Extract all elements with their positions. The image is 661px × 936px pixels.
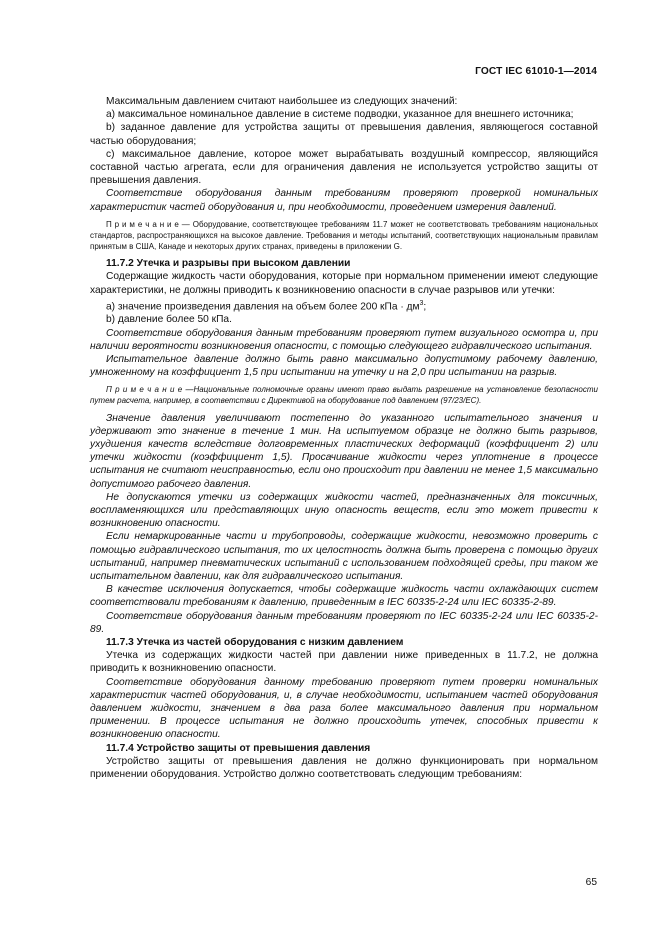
list-item	[90, 297, 598, 314]
note-label: П р и м е ч а н и е	[106, 385, 183, 395]
page-body	[90, 95, 598, 781]
note-text: — Оборудование, соответствующее требованиям 11.7 может не соответствовать требованиям национальных стандартов, распространяющихся на высокое давление. Требования и методы испытаний, соответствующих национальным правилам принятым в США, Канаде и некоторых других странах, приведены в приложении G.	[90, 219, 598, 252]
list-item-text: a) значение произведения давления на объем более 200 кПа · дм	[106, 301, 420, 313]
note-text: —Национальные полномочные органы имеют право выдать разрешение на установление безопасности путем расчета, например, в соответствии с Директивой на оборудование под давлением (97/23/ЕС).	[90, 385, 598, 406]
list-item: b) давление более 50 кПа.	[106, 314, 232, 326]
paragraph: Содержащие жидкость части оборудования, которые при нормальном применении имеют следующие характеристики, не должны приводить к возникновению опасности в случае разрывов или утечки:	[90, 271, 598, 296]
note	[90, 219, 598, 252]
paragraph: Устройство защиты от превышения давления не должно функционировать при нормальном применении оборудования. Устройство должно соответствовать следующим требованиям:	[90, 755, 598, 780]
compliance-paragraph: Соответствие оборудования данным требованиям проверяют по IEC 60335-2-24 или IEC 60335-2-89.	[90, 610, 598, 635]
document-header: ГОСТ IEC 61010-1—2014	[475, 66, 597, 77]
section-heading: 11.7.4 Устройство защиты от превышения давления	[106, 742, 371, 754]
compliance-paragraph: Соответствие оборудования данному требованию проверяют путем проверки номинальных характеристик частей оборудования, и, в случае необходимости, испытанием частей оборудования давлением жидкости, значением в два раза более максимального давления при нормальном применении. В процессе испытания не должно происходить утечек, способных привести к возникновению опасности.	[90, 676, 598, 741]
list-item: c) максимальное давление, которое может вырабатывать воздушный компрессор, являющийся составной частью агрегата, если для ограничения давления не используется устройство защиты от превышения давления.	[90, 148, 598, 187]
note-label: П р и м е ч а н и е	[106, 219, 179, 229]
page-number: 65	[585, 877, 597, 888]
superscript: 3	[419, 299, 424, 307]
paragraph: Значение давления увеличивают постепенно до указанного испытательного значения и удерживают это значение в течение 1 мин. На испытуемом образце не должно быть разрывов, ухудшения качеств вследствие долговременных пластических деформаций (коэффициент 2) или утечки жидкости (коэффициент 1,5). Просачивание жидкости через уплотнение в процессе испытания не считают неисправностью, если оно происходит при давлении не менее 1,5 максимально допустимого рабочего давления.	[90, 412, 598, 490]
note	[90, 384, 598, 406]
list-item: b) заданное давление для устройства защиты от превышения давления, являющегося составной частью оборудования;	[90, 122, 598, 147]
paragraph: Утечка из содержащих жидкости частей при давлении ниже приведенных в 11.7.2, не должна приводить к возникновению опасности.	[90, 650, 598, 675]
paragraph: Не допускаются утечки из содержащих жидкости частей, предназначенных для токсичных, воспламеняющихся или представляющих иную опасность веществ, если это может привести к возникновению опасности.	[90, 491, 598, 530]
compliance-paragraph: Соответствие оборудования данным требованиям проверяют проверкой номинальных характеристик частей оборудования и, при необходимости, проведением измерения давлений.	[90, 188, 598, 213]
list-item-end: ;	[423, 301, 427, 313]
section-heading: 11.7.3 Утечка из частей оборудования с низким давлением	[106, 636, 404, 648]
paragraph: Если немаркированные части и трубопроводы, содержащие жидкости, невозможно проверить с помощью гидравлического испытания, то их целостность должна быть проверена с помощью других испытаний, например пневматических испытаний с использованием подходящей среды, при таком же испытательном давлении, как для гидравлического испытания.	[90, 531, 598, 582]
paragraph: Испытательное давление должно быть равно максимально допустимому рабочему давлению, умноженному на коэффициент 1,5 при испытании на утечку и на 2,0 при испытании на разрыв.	[90, 353, 598, 379]
paragraph: В качестве исключения допускается, чтобы содержащие жидкость части охлаждающих систем соответствовали требованиям к давлению, приведенным в IEC 60335-2-24 или IEC 60335-2-89.	[90, 584, 598, 609]
list-item: a) максимальное номинальное давление в системе подводки, указанное для внешнего источника;	[106, 109, 574, 121]
compliance-paragraph: Соответствие оборудования данным требованиям проверяют путем визуального осмотра и, при наличии вероятности возникновения опасности, с помощью следующего гидравлического испытания.	[90, 327, 598, 352]
section-heading: 11.7.2 Утечка и разрывы при высоком давлении	[106, 258, 351, 270]
paragraph: Максимальным давлением считают наибольшее из следующих значений:	[106, 96, 458, 107]
